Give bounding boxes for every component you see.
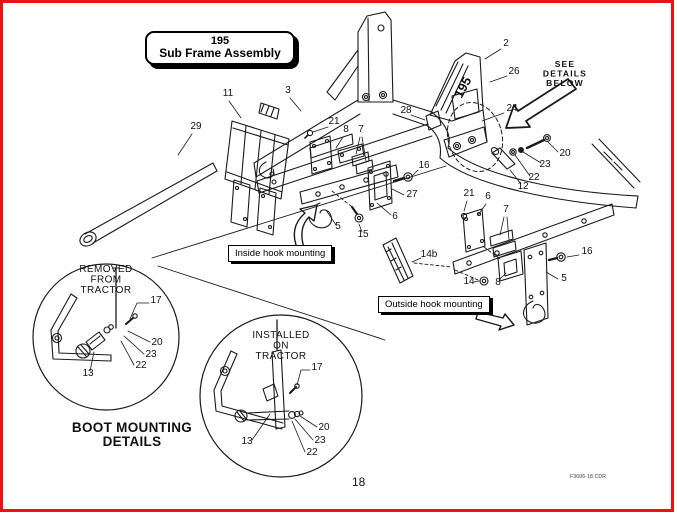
callout-22: 22: [135, 360, 147, 371]
callout-23: 23: [314, 435, 326, 446]
see-details-line1: SEE: [554, 59, 576, 69]
title-text: Sub Frame Assembly: [159, 46, 281, 60]
callout-26: 26: [508, 66, 520, 77]
callout-20: 20: [151, 337, 163, 348]
installed-circle-line3: TRACTOR: [255, 351, 307, 362]
callout-24: 24: [506, 103, 518, 114]
outside-hook-mounting-label: Outside hook mounting: [378, 296, 490, 313]
callout-14: 14: [463, 276, 475, 287]
callout-21: 21: [328, 116, 340, 127]
removed-circle-line2: FROM: [90, 274, 122, 286]
callout-15: 15: [357, 229, 369, 240]
callout-2: 2: [503, 38, 509, 49]
callout-28: 28: [400, 105, 412, 116]
callout-21: 21: [463, 188, 475, 199]
callout-14b: 14b: [420, 249, 438, 260]
callout-layer: [82, 38, 593, 458]
removed-circle-line3: TRACTOR: [80, 285, 132, 296]
callout-20: 20: [559, 148, 571, 159]
boot-details-line2: DETAILS: [102, 434, 162, 449]
callout-7: 7: [503, 204, 509, 215]
callout-22: 22: [528, 172, 540, 183]
page-number: 18: [352, 475, 366, 489]
callout-8: 8: [343, 124, 349, 135]
callout-23: 23: [539, 159, 551, 170]
tower-195-marking: 195: [450, 74, 475, 101]
title-box: [145, 31, 295, 65]
main-beam-3: [254, 100, 640, 208]
title-number: 195: [210, 35, 230, 47]
callout-7: 7: [358, 124, 364, 135]
see-details-line3: BELOW: [546, 78, 584, 88]
callout-29: 29: [190, 121, 202, 132]
callout-16: 16: [418, 160, 430, 171]
callout-13: 13: [82, 368, 94, 379]
callout-3: 3: [285, 85, 291, 96]
callout-6: 6: [392, 211, 398, 222]
pin-29: [77, 163, 217, 249]
callout-20: 20: [318, 422, 330, 433]
callout-5: 5: [335, 221, 341, 232]
callout-17: 17: [150, 295, 162, 306]
removed-circle-line1: REMOVED: [79, 264, 133, 275]
callout-17: 17: [311, 362, 323, 373]
boot-details-line1: BOOT MOUNTING: [71, 420, 193, 435]
mast-11: [225, 103, 289, 235]
inside-hook-mounting-label: Inside hook mounting: [228, 245, 332, 262]
callout-16: 16: [581, 246, 593, 257]
installed-circle-line2: ON: [273, 340, 289, 352]
callout-23: 23: [145, 349, 157, 360]
see-details-line2: DETAILS: [542, 68, 588, 79]
callout-12: 12: [517, 181, 529, 192]
callout-13: 13: [241, 436, 253, 447]
top-tower: [327, 12, 393, 102]
callout-11: 11: [222, 88, 234, 99]
callout-6: 6: [485, 191, 491, 202]
callout-22: 22: [306, 447, 318, 458]
callout-27: 27: [406, 189, 418, 200]
callout-5: 5: [561, 273, 567, 284]
file-code: F3606-18.CDR: [570, 474, 607, 480]
installed-circle-line1: INSTALLED: [252, 330, 310, 341]
callout-8: 8: [495, 277, 501, 288]
